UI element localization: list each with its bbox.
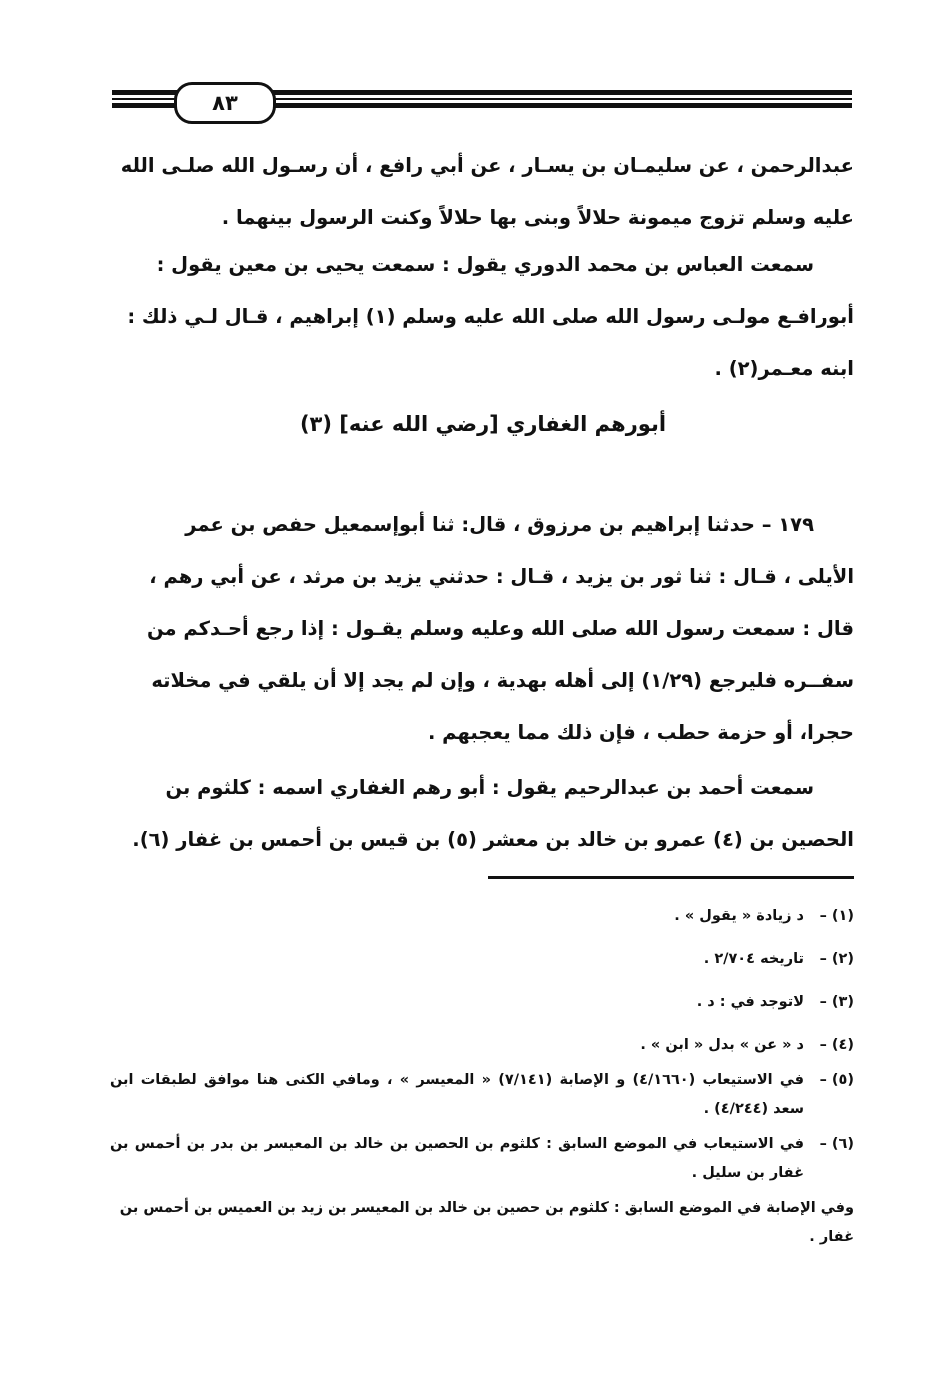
paragraph-2	[112, 239, 854, 395]
footnote-text: د « عن » بدل « ابن » .	[640, 1037, 804, 1053]
text-line: عبدالرحمن ، عن سليمـان بن يسـار ، عن أبي رافع ، أن رسـول الله صلـى الله	[120, 154, 854, 177]
footnotes	[110, 902, 854, 1252]
footnote-number: (٢) –	[819, 951, 854, 967]
footnote-text: د زيادة « يقول » .	[674, 908, 804, 924]
text-line: الأيلى ، قـال : ثنا ثور بن يزيد ، قـال : حدثني يزيد بن مرثد ، عن أبي رهم ،	[149, 565, 854, 588]
footnote-5	[110, 1066, 854, 1124]
text-line: سمعت أحمد بن عبدالرحيم يقول : أبو رهم الغفاري اسمه : كلثوم بن	[165, 776, 814, 799]
footnote-1	[110, 902, 854, 931]
footnote-6-continuation: وفي الإصابة في الموضع السابق : كلثوم بن حصين بن خالد بن المعيسر بن زيد بن العميس بن أحمس بن غفار .	[119, 1200, 854, 1245]
footnote-number: (٤) –	[819, 1037, 854, 1053]
footnote-separator	[488, 876, 854, 879]
footnote-text: في الاستيعاب (٤/١٦٦٠) و الإصابة (٧/١٤١) « المعيسر » ، ومافي الكنى هنا موافق لطبقات ابن سعد (٤/٢٤٤) .	[110, 1072, 805, 1117]
text-line: سمعت العباس بن محمد الدوري يقول : سمعت يحيى بن معين يقول :	[156, 253, 814, 276]
footnote-2	[110, 945, 854, 974]
paragraph-1	[112, 140, 854, 244]
text-line: عليه وسلم تزوج ميمونة حلالاً وبنى بها حلالاً وكنت الرسول بينهما .	[221, 206, 854, 229]
text-line: ابنه معـمر(٢) .	[714, 357, 854, 380]
footnote-3	[110, 988, 854, 1017]
footnote-text: تاريخه ٢/٧٠٤ .	[703, 951, 804, 967]
text-line: ١٧٩ – حدثنا إبراهيم بن مرزوق ، قال: ثنا أبوإسمعيل حفص بن عمر	[185, 513, 814, 536]
paragraph-3	[112, 499, 854, 759]
footnote-text: لاتوجد في : د .	[696, 994, 804, 1010]
footnote-4	[110, 1031, 854, 1060]
footnote-text: في الاستيعاب في الموضع السابق : كلثوم بن الحصين بن خالد بن المعيسر بن بدر بن أحمس بن غفار بن سليل .	[110, 1136, 804, 1181]
paragraph-4	[112, 762, 854, 866]
text-line: حجرا، أو حزمة حطب ، فإن ذلك مما يعجبهم .	[427, 721, 854, 744]
footnote-number: (٦) –	[819, 1136, 854, 1152]
page-number: ٨٣	[174, 82, 276, 124]
text-line: أبورافـع مولـى رسول الله صلى الله عليه وسلم (١) إبراهيم ، قـال لـي ذلك :	[127, 305, 854, 328]
text-line: قال : سمعت رسول الله صلى الله وعليه وسلم يقـول : إذا رجع أحـدكم من	[146, 617, 854, 640]
footnote-number: (١) –	[819, 908, 854, 924]
page-header	[112, 82, 852, 122]
text-line: سفــره فليرجع (١/٢٩) إلى أهله بهدية ، وإن لم يجد إلا أن يلقي في مخلاته	[151, 669, 854, 692]
section-heading: أبورهم الغفاري [رضي الله عنه] (٣)	[299, 412, 667, 436]
footnote-number: (٥) –	[819, 1072, 854, 1088]
footnote-6	[110, 1130, 854, 1188]
footnote-number: (٣) –	[819, 994, 854, 1010]
text-line: الحصين بن (٤) عمرو بن خالد بن معشر (٥) بن قيس بن أحمس بن غفار (٦).	[132, 828, 854, 851]
